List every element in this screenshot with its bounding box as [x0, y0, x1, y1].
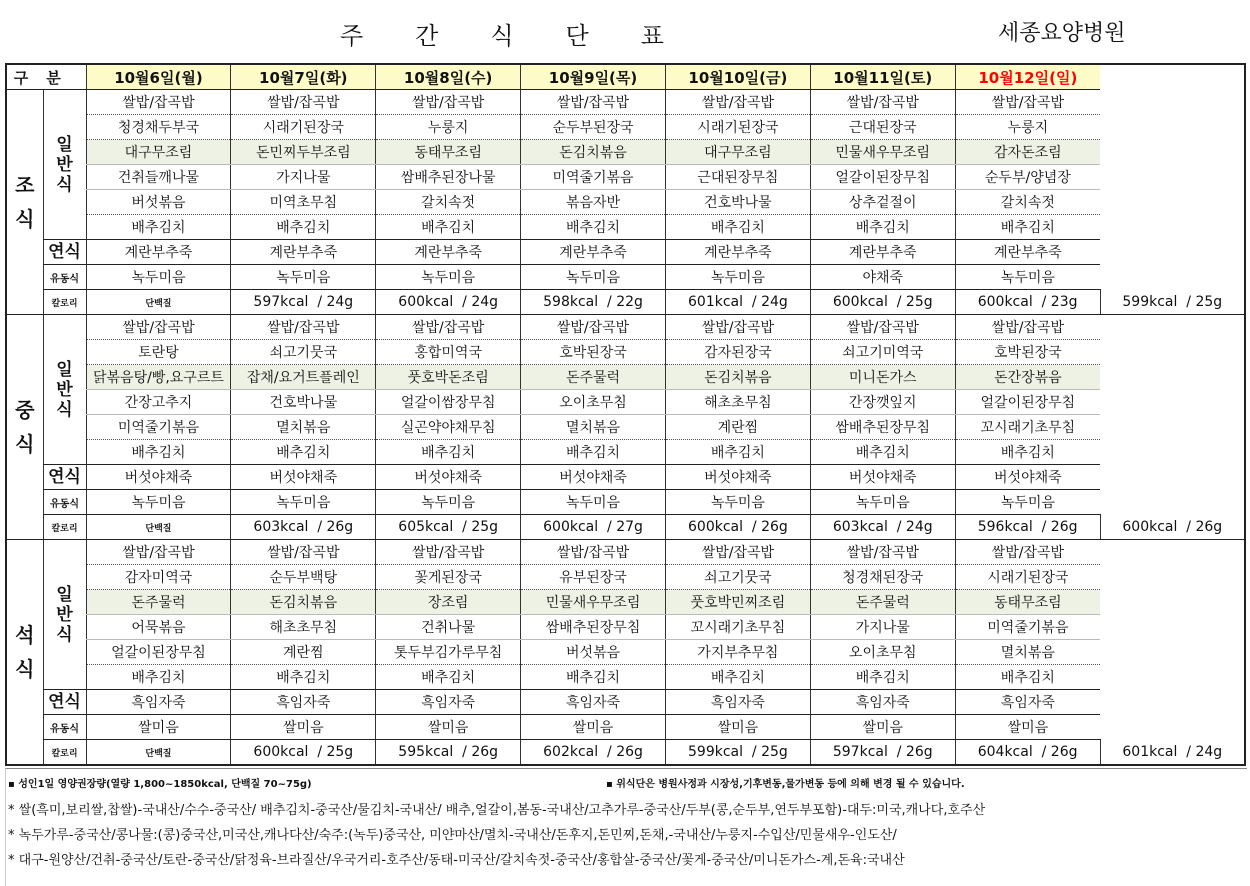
menu-row	[6, 140, 1245, 165]
nutrition-recommendation-note: ▪ 성인1일 영양권장량(열량 1,800~1850kcal, 단백질 70~75g)	[8, 779, 312, 790]
nutrition-value: 597kcal / 26g	[810, 740, 955, 766]
nutrition-value: 599kcal / 25g	[665, 740, 810, 766]
menu-row	[6, 365, 1245, 390]
menu-item: 배추김치	[665, 215, 810, 240]
menu-item: 쌀밥/잡곡밥	[810, 90, 955, 115]
liquid-diet-label: 유동식	[43, 490, 86, 515]
menu-item: 장조림	[376, 590, 521, 615]
menu-item: 흑임자죽	[521, 690, 666, 715]
menu-item: 버섯야채죽	[810, 465, 955, 490]
menu-item: 쌈배추된장무침	[521, 615, 666, 640]
menu-item: 흑임자죽	[955, 690, 1100, 715]
menu-row	[6, 390, 1245, 415]
menu-item: 계란부추죽	[86, 240, 231, 265]
menu-item: 계란부추죽	[376, 240, 521, 265]
nutrition-row	[6, 740, 1245, 766]
menu-item: 민물새우무조림	[521, 590, 666, 615]
menu-item: 배추김치	[810, 440, 955, 465]
menu-item: 쌀밥/잡곡밥	[376, 90, 521, 115]
header-day: 10월10일(금)	[665, 64, 810, 90]
menu-item: 돈주물럭	[810, 590, 955, 615]
menu-item: 버섯야채죽	[521, 465, 666, 490]
nutrition-value: 600kcal / 27g	[521, 515, 666, 540]
menu-item: 쌀미음	[86, 715, 231, 740]
menu-item: 가지나물	[231, 165, 376, 190]
menu-item: 녹두미음	[955, 490, 1100, 515]
menu-item: 버섯야채죽	[231, 465, 376, 490]
menu-item: 녹두미음	[955, 265, 1100, 290]
menu-row	[6, 540, 1245, 565]
menu-item: 청경채두부국	[86, 115, 231, 140]
menu-item: 흑임자죽	[376, 690, 521, 715]
header-day: 10월8일(수)	[376, 64, 521, 90]
nutrition-value: 603kcal / 24g	[810, 515, 955, 540]
protein-label: 단백질	[86, 515, 231, 540]
menu-item: 배추김치	[665, 665, 810, 690]
menu-item: 배추김치	[665, 440, 810, 465]
menu-item: 상추겉절이	[810, 190, 955, 215]
menu-item: 돈주물럭	[86, 590, 231, 615]
menu-item: 녹두미음	[665, 490, 810, 515]
protein-label: 단백질	[86, 290, 231, 315]
menu-item: 버섯야채죽	[665, 465, 810, 490]
protein-label: 단백질	[86, 740, 231, 766]
menu-row	[6, 115, 1245, 140]
calorie-label: 칼로리	[43, 740, 86, 766]
origin-line: * 녹두가루-중국산/콩나물:(콩)중국산,미국산,캐나다산/숙주:(녹두)중국산, 미얀마산/멸치-국내산/돈후지,돈민찌,돈채,-국내산/누룽지-수입산/민물새우-인도산/	[8, 828, 897, 843]
menu-item: 배추김치	[521, 440, 666, 465]
menu-item: 계란부추죽	[665, 240, 810, 265]
meal-label	[6, 540, 43, 766]
menu-item: 흑임자죽	[86, 690, 231, 715]
menu-item: 가지나물	[810, 615, 955, 640]
menu-change-note: ▪ 위식단은 병원사정과 시장성,기후변동,물가변동 등에 의해 변경 될 수 있습니다.	[606, 779, 965, 790]
menu-item: 순두부백탕	[231, 565, 376, 590]
menu-item: 녹두미음	[231, 490, 376, 515]
menu-row	[6, 340, 1245, 365]
nutrition-value: 595kcal / 26g	[376, 740, 521, 766]
menu-item: 시래기된장국	[231, 115, 376, 140]
menu-item: 해초초무침	[665, 390, 810, 415]
menu-item: 얼갈이된장무침	[810, 165, 955, 190]
menu-item: 계란찜	[231, 640, 376, 665]
menu-item: 쌀밥/잡곡밥	[231, 90, 376, 115]
menu-item: 쌀밥/잡곡밥	[376, 540, 521, 565]
menu-item: 쌀밥/잡곡밥	[810, 315, 955, 340]
origin-line: * 쌀(흑미,보리쌀,찹쌀)-국내산/수수-중국산/ 배추김치-중국산/물김치-국내산/ 배추,얼갈이,봄동-국내산/고추가루-중국산/두부(콩,순두부,연두부포함)-대두:미국,캐나다,호주산	[8, 803, 986, 818]
menu-item: 실곤약야채무침	[376, 415, 521, 440]
menu-item: 계란찜	[665, 415, 810, 440]
menu-item: 계란부추죽	[810, 240, 955, 265]
menu-item: 근대된장국	[810, 115, 955, 140]
menu-item: 돈김치볶음	[665, 365, 810, 390]
menu-item: 홍합미역국	[376, 340, 521, 365]
menu-table	[5, 63, 1246, 766]
menu-item: 녹두미음	[521, 490, 666, 515]
footer-notes	[5, 768, 1247, 886]
menu-item: 꼬시래기초무침	[665, 615, 810, 640]
menu-item: 오이초무침	[521, 390, 666, 415]
menu-item: 흑임자죽	[810, 690, 955, 715]
menu-item: 토란탕	[86, 340, 231, 365]
menu-item: 감자돈조림	[955, 140, 1100, 165]
menu-item: 대구무조림	[665, 140, 810, 165]
menu-item: 녹두미음	[521, 265, 666, 290]
menu-item: 쌀밥/잡곡밥	[955, 315, 1100, 340]
menu-item: 풋호박민찌조림	[665, 590, 810, 615]
menu-item: 청경채된장국	[810, 565, 955, 590]
menu-item: 녹두미음	[376, 265, 521, 290]
menu-row	[6, 590, 1245, 615]
menu-item: 톳두부김가루무침	[376, 640, 521, 665]
soft-diet-row	[6, 465, 1245, 490]
nutrition-value: 596kcal / 26g	[955, 515, 1100, 540]
hospital-name: 세종요양병원	[998, 21, 1126, 46]
menu-item: 쌀밥/잡곡밥	[665, 315, 810, 340]
menu-item: 흑임자죽	[231, 690, 376, 715]
nutrition-value: 600kcal / 26g	[665, 515, 810, 540]
menu-item: 배추김치	[955, 215, 1100, 240]
soft-diet-label: 연식	[43, 240, 86, 265]
menu-item: 갈치속젓	[376, 190, 521, 215]
menu-item: 간장깻잎지	[810, 390, 955, 415]
general-diet-label	[43, 315, 86, 465]
menu-item: 멸치볶음	[521, 415, 666, 440]
menu-item: 돈주물럭	[521, 365, 666, 390]
menu-item: 풋호박돈조림	[376, 365, 521, 390]
menu-item: 꼬시래기초무침	[955, 415, 1100, 440]
menu-row	[6, 190, 1245, 215]
menu-item: 버섯야채죽	[376, 465, 521, 490]
menu-row	[6, 565, 1245, 590]
menu-item: 미역초무침	[231, 190, 376, 215]
menu-item: 잡채/요거트플레인	[231, 365, 376, 390]
menu-row	[6, 315, 1245, 340]
meal-label	[6, 315, 43, 540]
menu-item: 꽃게된장국	[376, 565, 521, 590]
menu-item: 배추김치	[810, 665, 955, 690]
menu-item: 쌀미음	[665, 715, 810, 740]
menu-item: 쌀밥/잡곡밥	[521, 315, 666, 340]
menu-item: 계란부추죽	[521, 240, 666, 265]
menu-item: 미니돈가스	[810, 365, 955, 390]
menu-item: 순두부/양념장	[955, 165, 1100, 190]
menu-item: 쌀밥/잡곡밥	[955, 540, 1100, 565]
header-day: 10월11일(토)	[810, 64, 955, 90]
menu-item: 호박된장국	[955, 340, 1100, 365]
menu-item: 녹두미음	[376, 490, 521, 515]
general-diet-label	[43, 540, 86, 690]
general-diet-label-text: 일반식	[56, 134, 73, 195]
menu-item: 쌀밥/잡곡밥	[231, 540, 376, 565]
menu-row	[6, 90, 1245, 115]
menu-item: 쇠고기뭇국	[231, 340, 376, 365]
menu-item: 녹두미음	[86, 265, 231, 290]
menu-item: 쇠고기미역국	[810, 340, 955, 365]
liquid-diet-row	[6, 715, 1245, 740]
meal-label-text: 석식	[15, 623, 35, 681]
calorie-label: 칼로리	[43, 515, 86, 540]
menu-item: 녹두미음	[86, 490, 231, 515]
menu-item: 얼갈이된장무침	[955, 390, 1100, 415]
header-day: 10월9일(목)	[521, 64, 666, 90]
menu-item: 배추김치	[521, 215, 666, 240]
menu-item: 배추김치	[376, 665, 521, 690]
menu-item: 유부된장국	[521, 565, 666, 590]
menu-item: 계란부추죽	[231, 240, 376, 265]
menu-item: 쌀밥/잡곡밥	[955, 90, 1100, 115]
menu-item: 배추김치	[376, 440, 521, 465]
menu-item: 건취나물	[376, 615, 521, 640]
menu-item: 돈김치볶음	[521, 140, 666, 165]
meal-label-text: 조식	[15, 173, 35, 231]
nutrition-value: 600kcal / 23g	[955, 290, 1100, 315]
calorie-label: 칼로리	[43, 290, 86, 315]
menu-item: 배추김치	[810, 215, 955, 240]
menu-item: 녹두미음	[810, 490, 955, 515]
menu-item: 순두부된장국	[521, 115, 666, 140]
nutrition-row	[6, 515, 1245, 540]
menu-item: 버섯볶음	[521, 640, 666, 665]
nutrition-row	[6, 290, 1245, 315]
menu-item: 배추김치	[86, 215, 231, 240]
header-day: 10월6일(월)	[86, 64, 231, 90]
menu-item: 가지부추무침	[665, 640, 810, 665]
menu-item: 녹두미음	[665, 265, 810, 290]
menu-item: 쌀밥/잡곡밥	[86, 540, 231, 565]
menu-item: 버섯야채죽	[955, 465, 1100, 490]
nutrition-value: 598kcal / 22g	[521, 290, 666, 315]
menu-item: 돈간장볶음	[955, 365, 1100, 390]
nutrition-value: 601kcal / 24g	[1100, 740, 1245, 766]
menu-item: 배추김치	[231, 440, 376, 465]
menu-item: 쌀미음	[810, 715, 955, 740]
menu-item: 시래기된장국	[665, 115, 810, 140]
menu-row	[6, 665, 1245, 690]
menu-item: 호박된장국	[521, 340, 666, 365]
menu-item: 닭볶음탕/빵,요구르트	[86, 365, 231, 390]
menu-row	[6, 215, 1245, 240]
soft-diet-row	[6, 690, 1245, 715]
menu-item: 흑임자죽	[665, 690, 810, 715]
menu-item: 야채죽	[810, 265, 955, 290]
menu-item: 쌀밥/잡곡밥	[810, 540, 955, 565]
menu-item: 배추김치	[86, 665, 231, 690]
menu-item: 건호박나물	[231, 390, 376, 415]
header-row	[6, 64, 1245, 90]
general-diet-label	[43, 90, 86, 240]
menu-row	[6, 615, 1245, 640]
nutrition-value: 600kcal / 24g	[376, 290, 521, 315]
menu-row	[6, 640, 1245, 665]
menu-item: 시래기된장국	[955, 565, 1100, 590]
menu-item: 쌀미음	[955, 715, 1100, 740]
liquid-diet-row	[6, 490, 1245, 515]
menu-item: 배추김치	[955, 665, 1100, 690]
menu-item: 대구무조림	[86, 140, 231, 165]
nutrition-value: 601kcal / 24g	[665, 290, 810, 315]
menu-item: 갈치속젓	[955, 190, 1100, 215]
soft-diet-row	[6, 240, 1245, 265]
menu-item: 배추김치	[231, 215, 376, 240]
menu-item: 멸치볶음	[231, 415, 376, 440]
general-diet-label-text: 일반식	[56, 584, 73, 645]
general-diet-label-text: 일반식	[56, 359, 73, 420]
header-day: 10월12일(일)	[955, 64, 1100, 90]
origin-line: * 대구-원양산/건취-중국산/토란-중국산/닭정육-브라질산/우국거리-호주산/동태-미국산/갈치속젓-중국산/홍합살-중국산/꽃게-중국산/미니돈가스-계,돈육:국내산	[8, 853, 905, 868]
menu-item: 돈민찌두부조림	[231, 140, 376, 165]
liquid-diet-label: 유동식	[43, 265, 86, 290]
meal-label	[6, 90, 43, 315]
menu-item: 배추김치	[955, 440, 1100, 465]
liquid-diet-row	[6, 265, 1245, 290]
menu-item: 녹두미음	[231, 265, 376, 290]
menu-item: 동태무조림	[376, 140, 521, 165]
menu-item: 동태무조림	[955, 590, 1100, 615]
menu-item: 감자미역국	[86, 565, 231, 590]
menu-item: 쌀미음	[376, 715, 521, 740]
menu-item: 쌀밥/잡곡밥	[665, 540, 810, 565]
menu-item: 버섯볶음	[86, 190, 231, 215]
menu-item: 배추김치	[376, 215, 521, 240]
menu-item: 얼갈이된장무침	[86, 640, 231, 665]
menu-item: 건호박나물	[665, 190, 810, 215]
menu-item: 버섯야채죽	[86, 465, 231, 490]
menu-item: 배추김치	[86, 440, 231, 465]
menu-item: 쌀밥/잡곡밥	[521, 540, 666, 565]
menu-item: 건취들깨나물	[86, 165, 231, 190]
menu-item: 미역줄기볶음	[86, 415, 231, 440]
menu-item: 멸치볶음	[955, 640, 1100, 665]
nutrition-value: 600kcal / 25g	[231, 740, 376, 766]
menu-item: 쌀밥/잡곡밥	[376, 315, 521, 340]
menu-item: 쌀밥/잡곡밥	[521, 90, 666, 115]
menu-item: 해초초무침	[231, 615, 376, 640]
nutrition-value: 605kcal / 25g	[376, 515, 521, 540]
menu-item: 쌈배추된장나물	[376, 165, 521, 190]
header-day: 10월7일(화)	[231, 64, 376, 90]
menu-item: 미역줄기볶음	[955, 615, 1100, 640]
menu-item: 배추김치	[521, 665, 666, 690]
menu-item: 쌈배추된장무침	[810, 415, 955, 440]
menu-item: 오이초무침	[810, 640, 955, 665]
menu-item: 쌀밥/잡곡밥	[665, 90, 810, 115]
menu-row	[6, 165, 1245, 190]
menu-item: 얼갈이쌈장무침	[376, 390, 521, 415]
menu-item: 계란부추죽	[955, 240, 1100, 265]
nutrition-value: 597kcal / 24g	[231, 290, 376, 315]
menu-item: 쌀미음	[231, 715, 376, 740]
menu-row	[6, 415, 1245, 440]
liquid-diet-label: 유동식	[43, 715, 86, 740]
nutrition-value: 602kcal / 26g	[521, 740, 666, 766]
menu-item: 배추김치	[231, 665, 376, 690]
menu-item: 어묵볶음	[86, 615, 231, 640]
nutrition-value: 599kcal / 25g	[1100, 290, 1245, 315]
menu-item: 쌀밥/잡곡밥	[86, 90, 231, 115]
menu-item: 볶음자반	[521, 190, 666, 215]
soft-diet-label: 연식	[43, 690, 86, 715]
nutrition-value: 600kcal / 25g	[810, 290, 955, 315]
menu-item: 돈김치볶음	[231, 590, 376, 615]
nutrition-value: 600kcal / 26g	[1100, 515, 1245, 540]
soft-diet-label: 연식	[43, 465, 86, 490]
menu-item: 근대된장무침	[665, 165, 810, 190]
nutrition-value: 603kcal / 26g	[231, 515, 376, 540]
menu-item: 간장고추지	[86, 390, 231, 415]
meal-label-text: 중식	[15, 398, 35, 456]
menu-item: 쇠고기뭇국	[665, 565, 810, 590]
menu-row	[6, 440, 1245, 465]
menu-item: 쌀밥/잡곡밥	[86, 315, 231, 340]
menu-item: 누룽지	[376, 115, 521, 140]
nutrition-value: 604kcal / 26g	[955, 740, 1100, 766]
menu-item: 쌀밥/잡곡밥	[231, 315, 376, 340]
menu-item: 쌀미음	[521, 715, 666, 740]
page-title: 주간식단표	[340, 22, 716, 50]
menu-item: 미역줄기볶음	[521, 165, 666, 190]
menu-item: 감자된장국	[665, 340, 810, 365]
menu-item: 누룽지	[955, 115, 1100, 140]
menu-item: 민물새우무조림	[810, 140, 955, 165]
header-gubun: 구분	[6, 64, 86, 90]
